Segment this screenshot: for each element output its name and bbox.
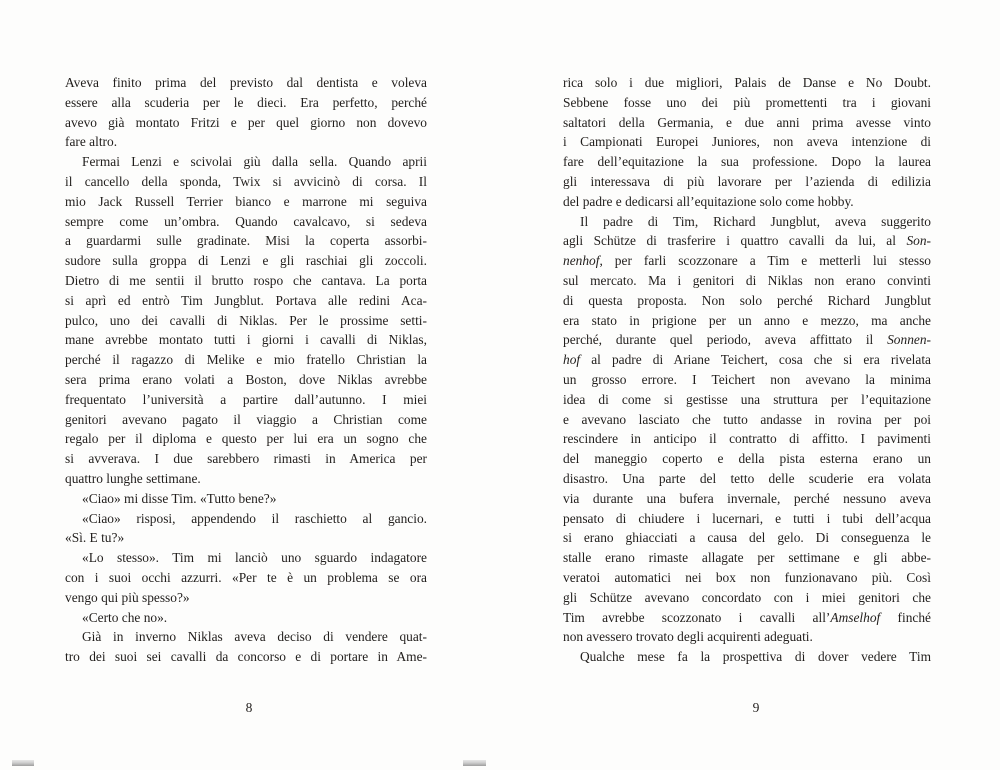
text-line: [65, 152, 427, 172]
page-edge-artifact-center: [463, 760, 486, 766]
text-segment: veratoi automatici nei box non funzionavano più. Così: [563, 569, 931, 585]
text-segment: genitori avevano pagato il viaggio a Christian come: [65, 411, 427, 427]
text-segment: sul mercato. Ma i genitori di Niklas non erano convinti: [563, 272, 931, 288]
text-segment: si erano ghiacciati a causa del gelo. Di conseguenza le: [563, 530, 931, 546]
text-segment: di questa proposta. Non solo perché Richard Jungblut: [563, 292, 931, 308]
text-segment: saltatori della Germania, e due anni prima avesse vinto: [563, 114, 931, 130]
text-line: [563, 429, 931, 449]
text-segment: «Ciao» mi disse Tim. «Tutto bene?»: [82, 490, 277, 506]
text-line: [65, 410, 427, 430]
text-line: [65, 73, 427, 93]
text-segment: tro dei suoi sei cavalli da concorso e di portare in Ame-: [65, 649, 427, 665]
text-segment: finché: [880, 609, 931, 625]
text-line: [563, 647, 931, 667]
italic-text-segment: Son-: [906, 233, 931, 249]
text-segment: Qualche mese fa la prospettiva di dover vedere Tim: [580, 649, 931, 665]
text-line: [65, 588, 427, 608]
text-segment: pensato di chiudere i lucernari, e tutti i tubi dell’acqua: [563, 510, 931, 526]
text-line: [65, 627, 427, 647]
text-segment: regalo per il diploma e questo per lui era un sogno che: [65, 431, 427, 447]
text-segment: sera prima erano volati a Boston, dove Niklas avrebbe: [65, 371, 427, 387]
text-line: [563, 449, 931, 469]
text-line: [65, 449, 427, 469]
text-segment: Aveva finito prima del previsto dal dentista e voleva: [65, 75, 427, 90]
italic-text-segment: hof: [563, 352, 581, 368]
text-segment: Fermai Lenzi e scivolai giù dalla sella. Quando aprii: [82, 154, 427, 170]
text-segment: con i suoi occhi azzurri. «Per te è un problema se ora: [65, 569, 427, 585]
text-segment: fare altro.: [65, 134, 118, 150]
text-segment: Tim avrebbe scozzonato i cavalli all’: [563, 609, 831, 625]
text-line: [563, 528, 931, 548]
text-line: [65, 291, 427, 311]
text-segment: e avevano lasciato che tutto andasse in rovina per poi: [563, 411, 931, 427]
text-line: [563, 489, 931, 509]
text-line: [563, 311, 931, 331]
italic-text-segment: Sonnen-: [887, 332, 931, 348]
text-line: [563, 73, 931, 93]
text-line: [563, 93, 931, 113]
text-line: [65, 469, 427, 489]
text-line: [65, 647, 427, 667]
left-page-text: [65, 73, 427, 667]
text-line: [563, 390, 931, 410]
text-line: [65, 113, 427, 133]
text-segment: fare dell’equitazione la sua professione. Dopo la laurea: [563, 154, 931, 170]
text-segment: non avessero trovato degli acquirenti adeguati.: [563, 629, 813, 645]
text-line: [65, 192, 427, 212]
text-line: [65, 608, 427, 628]
text-line: [65, 172, 427, 192]
text-line: [563, 568, 931, 588]
text-line: [563, 271, 931, 291]
text-segment: via durante una bufera invernale, perché nessuno aveva: [563, 490, 931, 506]
text-segment: gli interessava di più lavorare per l’azienda di edilizia: [563, 173, 931, 189]
text-segment: del maneggio coperto e della pista esterna erano un: [563, 451, 931, 467]
text-line: [563, 212, 931, 232]
text-segment: mane avrebbe montato tutti i giorni i cavalli di Niklas,: [65, 332, 427, 348]
text-line: [65, 429, 427, 449]
left-page-number: 8: [245, 700, 253, 715]
text-line: [563, 251, 931, 271]
text-segment: a guardarmi sulle gradinate. Misi la coperta assorbi-: [65, 233, 427, 249]
text-segment: stalle erano rimaste allagate per settimane e gli abbe-: [563, 550, 931, 566]
text-segment: il cancello della sponda, Twix si avvicinò di corsa. Il: [65, 173, 427, 189]
text-line: [563, 231, 931, 251]
text-line: [65, 350, 427, 370]
text-line: [563, 350, 931, 370]
text-line: [563, 152, 931, 172]
text-segment: mio Jack Russell Terrier bianco e marrone mi seguiva: [65, 193, 427, 209]
text-segment: si aprì ed entrò Tim Jungblut. Portava alle redini Aca-: [65, 292, 427, 308]
page-edge-artifact-left: [12, 760, 34, 766]
text-segment: rescindere in anticipo il contratto di affitto. I pavimenti: [563, 431, 931, 447]
text-line: [65, 212, 427, 232]
text-segment: vengo qui più spesso?»: [65, 589, 190, 605]
text-segment: «Lo stesso». Tim mi lanciò uno sguardo indagatore: [82, 550, 427, 566]
text-segment: rica solo i due migliori, Palais de Danse e No Doubt.: [563, 75, 931, 90]
text-line: [65, 390, 427, 410]
text-line: [65, 311, 427, 331]
text-segment: disastro. Una parte del tetto delle scuderie era volata: [563, 470, 931, 486]
italic-text-segment: Amselhof: [830, 609, 881, 625]
text-line: [65, 489, 427, 509]
text-line: [563, 132, 931, 152]
text-segment: idea di come si gestisse una struttura per l’equitazione: [563, 391, 931, 407]
text-segment: Il padre di Tim, Richard Jungblut, aveva suggerito: [580, 213, 931, 229]
text-line: [65, 93, 427, 113]
text-line: [563, 330, 931, 350]
text-line: [65, 231, 427, 251]
text-line: [563, 192, 931, 212]
text-segment: Già in inverno Niklas aveva deciso di vendere quat-: [82, 629, 427, 645]
text-line: [563, 627, 931, 647]
text-line: [563, 172, 931, 192]
text-line: [65, 330, 427, 350]
text-line: [65, 528, 427, 548]
text-line: [65, 271, 427, 291]
text-segment: si avverava. I due sarebbero rimasti in America per: [65, 451, 427, 467]
text-segment: Sebbene fosse uno dei più promettenti tra i giovani: [563, 94, 931, 110]
text-segment: era stato in prigione per un anno e mezzo, ma anche: [563, 312, 931, 328]
text-segment: del padre e dedicarsi all’equitazione solo come hobby.: [563, 193, 854, 209]
text-line: [563, 608, 931, 628]
text-line: [65, 548, 427, 568]
text-line: [563, 410, 931, 430]
text-segment: perché, durante quel periodo, aveva affittato il: [563, 332, 888, 348]
text-line: [65, 370, 427, 390]
text-line: [563, 548, 931, 568]
text-segment: frequentato l’università a partire dall’autunno. I miei: [65, 391, 427, 407]
text-line: [65, 568, 427, 588]
text-line: [563, 588, 931, 608]
text-segment: , per farli scozzonare a Tim e metterli lui stesso: [599, 253, 931, 269]
text-segment: pulco, uno dei cavalli di Niklas. Per le prossime setti-: [65, 312, 427, 328]
text-segment: «Ciao» risposi, appendendo il raschietto al gancio.: [82, 510, 427, 526]
text-line: [65, 251, 427, 271]
text-segment: perché il ragazzo di Melike e mio fratello Christian la: [65, 352, 427, 368]
text-segment: sempre come un’ombra. Quando cavalcavo, si sedeva: [65, 213, 427, 229]
text-segment: essere alla scuderia per le dieci. Era perfetto, perché: [65, 94, 427, 110]
text-segment: «Certo che no».: [82, 609, 168, 625]
text-segment: un grosso errore. I Teichert non avevano la minima: [563, 371, 931, 387]
text-segment: sudore sulla groppa di Lenzi e gli raschiai gli zoccoli.: [65, 253, 427, 269]
text-segment: al padre di Ariane Teichert, cosa che si era rivelata: [580, 352, 931, 368]
text-segment: avevo già montato Fritzi e per quel giorno non dovevo: [65, 114, 427, 130]
text-line: [563, 509, 931, 529]
text-segment: «Sì. E tu?»: [65, 530, 125, 546]
right-page-text: [563, 73, 931, 667]
text-segment: quattro lunghe settimane.: [65, 470, 201, 486]
text-segment: gli Schütze avevano concordato con i miei genitori che: [563, 589, 931, 605]
text-line: [563, 370, 931, 390]
right-page-number: 9: [752, 700, 760, 715]
text-line: [563, 469, 931, 489]
text-segment: Dietro di me sentii il brutto rospo che cantava. La porta: [65, 272, 427, 288]
text-segment: i Campionati Europei Juniores, non aveva intenzione di: [563, 134, 931, 150]
text-line: [563, 113, 931, 133]
text-line: [563, 291, 931, 311]
text-line: [65, 132, 427, 152]
italic-text-segment: nenhof: [563, 253, 600, 269]
text-segment: agli Schütze di trasferire i quattro cavalli da lui, al: [563, 233, 907, 249]
text-line: [65, 509, 427, 529]
